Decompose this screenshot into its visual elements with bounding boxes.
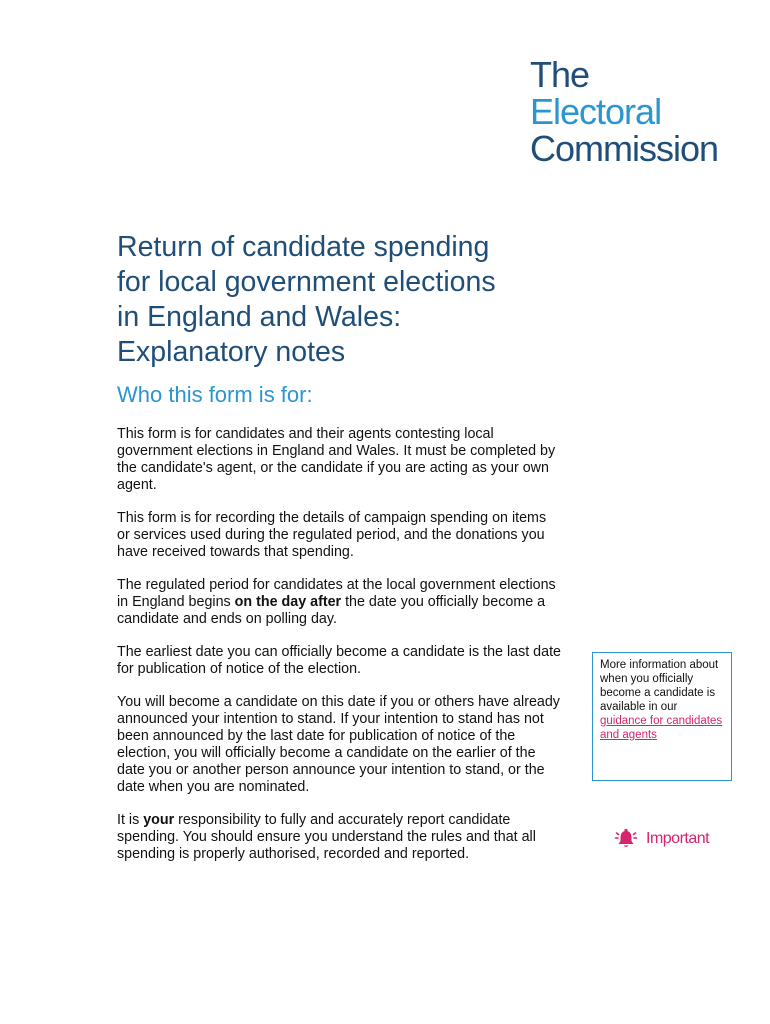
logo-line-commission: Commission	[530, 128, 719, 169]
section-heading: Who this form is for:	[117, 382, 313, 407]
electoral-commission-logo	[530, 56, 718, 167]
guidance-link[interactable]: guidance for candidates and agents	[600, 715, 723, 741]
emphasis-day-after: on the day after	[234, 594, 342, 610]
paragraph-recording: This form is for recording the details of campaign spending on items or services used during the regulated period, and the donations you have received towards that spending.	[117, 510, 547, 560]
paragraph-regulated-period	[117, 577, 562, 628]
title-line-3: in England and Wales:	[117, 301, 402, 333]
important-callout	[614, 828, 709, 850]
logo-line-electoral: Electoral	[530, 91, 662, 132]
emphasis-your: your	[143, 812, 175, 828]
document-title	[117, 230, 577, 370]
paragraph-regulated-period-end: the date you officially become a candidate and ends on polling day.	[117, 594, 546, 627]
paragraph-become-candidate: You will become a candidate on this date if you or others have already announced your intention to stand. If your intention to stand has not been announced by the last date for publication of notice of the election, you will officially become a candidate on the earlier of the date you or another person announce your intention to stand, or the date when you are nominated.	[117, 694, 560, 795]
paragraph-responsibility	[117, 812, 562, 863]
paragraph-responsibility-end: responsibility to fully and accurately report candidate spending. You should ensure you understand the rules and that all spending is properly authorised, recorded and reported.	[117, 812, 536, 862]
title-line-4: Explanatory notes	[117, 336, 346, 368]
body-text	[117, 426, 562, 879]
title-line-2: for local government elections	[117, 266, 496, 298]
important-label: Important	[646, 830, 710, 847]
logo-line-the: The	[530, 54, 590, 95]
paragraph-who-for: This form is for candidates and their agents contesting local government elections in England and Wales. It must be completed by the candidate's agent, or the candidate if you are acting as your own agent.	[117, 426, 556, 493]
bell-icon	[614, 828, 638, 850]
paragraph-regulated-period-start: The regulated period for candidates at the local government elections in England begins	[117, 577, 556, 610]
title-line-1: Return of candidate spending	[117, 231, 490, 263]
more-information-box	[592, 652, 732, 781]
paragraph-earliest-date: The earliest date you can officially become a candidate is the last date for publication of notice of the election.	[117, 644, 561, 677]
more-information-text: More information about when you officially become a candidate is available in our	[600, 659, 719, 713]
paragraph-responsibility-start: It is	[117, 812, 144, 828]
